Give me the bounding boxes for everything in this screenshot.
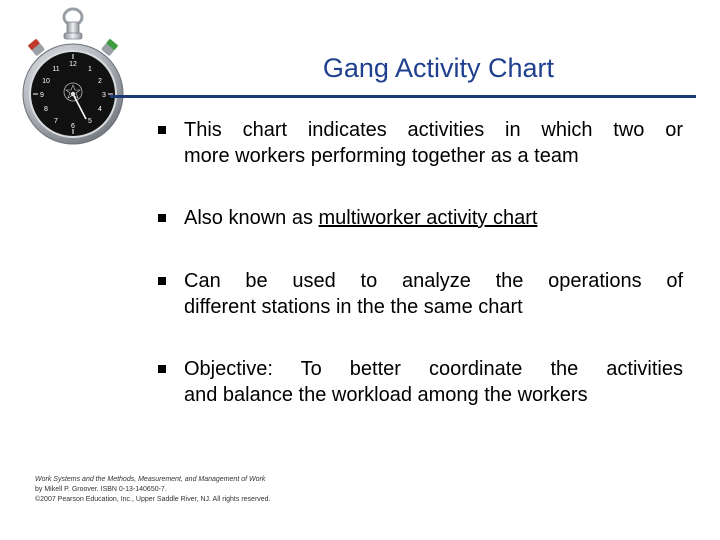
footer-book-title: Work Systems and the Methods, Measurement, and Management of Work xyxy=(35,476,266,483)
bullet-item xyxy=(158,205,683,231)
footer-author: by Mikell P. Groover. ISBN 0-13-140650-7. xyxy=(35,486,167,493)
svg-text:6: 6 xyxy=(71,123,75,130)
bullet-line: and balance the workload among the workers xyxy=(184,384,588,406)
bullet-line: This chart indicates activities in which two or xyxy=(184,119,683,141)
copyright-footer xyxy=(35,475,335,505)
svg-text:5: 5 xyxy=(88,118,92,125)
svg-text:12: 12 xyxy=(69,61,77,68)
svg-text:9: 9 xyxy=(40,92,44,99)
slide-title: Gang Activity Chart xyxy=(322,53,554,83)
svg-text:3: 3 xyxy=(102,92,106,99)
svg-text:8: 8 xyxy=(44,106,48,113)
square-bullet-icon xyxy=(158,126,166,134)
square-bullet-icon xyxy=(158,365,166,373)
bullet-line: Can be used to analyze the operations of xyxy=(184,270,683,292)
bullet-line: different stations in the the same chart xyxy=(184,296,523,318)
footer-copyright: ©2007 Pearson Education, Inc., Upper Saddle River, NJ. All rights reserved. xyxy=(35,496,271,503)
bullet-item xyxy=(158,268,683,320)
bullet-list xyxy=(158,117,683,408)
bullet-underlined-term: multiworker activity chart xyxy=(318,207,538,229)
svg-text:7: 7 xyxy=(54,118,58,125)
bullet-line: more workers performing together as a team xyxy=(184,145,579,167)
bullet-line: Objective: To better coordinate the activities xyxy=(184,358,683,380)
svg-text:2: 2 xyxy=(98,78,102,85)
title-divider xyxy=(110,95,696,98)
svg-text:4: 4 xyxy=(98,106,102,113)
stopwatch-icon xyxy=(20,6,128,156)
bullet-text: Also known as xyxy=(184,207,319,229)
square-bullet-icon xyxy=(158,277,166,285)
bullet-item xyxy=(158,356,683,408)
svg-text:11: 11 xyxy=(52,66,60,73)
svg-text:10: 10 xyxy=(42,78,50,85)
square-bullet-icon xyxy=(158,214,166,222)
bullet-item xyxy=(158,117,683,169)
svg-text:1: 1 xyxy=(88,66,92,73)
